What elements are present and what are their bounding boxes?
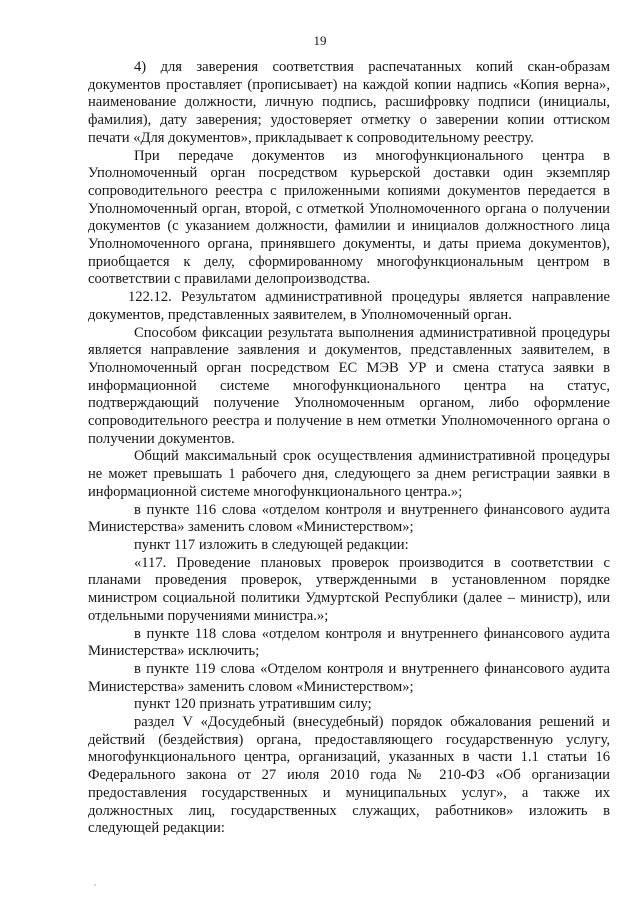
document-body: [88, 59, 610, 838]
page-number: 19: [313, 33, 327, 48]
paragraph-max-term: Общий максимальный срок осуществления административной процедуры не может превышать 1 рабочего дня, следующего за днем регистрации заявки в информационной системе многофункционального центра.»;: [88, 448, 610, 500]
paragraph-point-117-intro: пункт 117 изложить в следующей редакции:: [134, 536, 409, 553]
paragraph-122-12-result: 122.12. Результатом административной процедуры является направление документов, представленных заявителем, в Уполномоченный орган.: [88, 289, 610, 323]
paragraph-point-116: в пункте 116 слова «отделом контроля и внутреннего финансового аудита Министерства» заменить словом «Министерством»;: [88, 501, 610, 536]
paragraph-fixation-method: Способом фиксации результата выполнения административной процедуры является направление заявления и документов, представленных заявителем, в Уполномоченный орган посредством ЕС МЭВ УР и смена статуса заявки в информационной системе многофункционального центра на статус, подтверждающий получение Уполномоченным органом, либо оформление сопроводительного реестра и получение в нем отметки Уполномоченного органа о получении документов.: [88, 324, 610, 447]
paragraph-item-4-certification: 4) для заверения соответствия распечатанных копий скан-образам документов проставляет (прописывает) на каждой копии надпись «Копия верна», наименование должности, личную подпись, расшифровку подписи (инициалы, фамилия), дату заверения; удостоверяет отметку о заверении копии оттиском печати «Для документов», прикладывает к сопроводительному реестру.: [88, 59, 610, 146]
scan-artifact: [94, 884, 96, 886]
paragraph-point-120: пункт 120 признать утратившим силу;: [134, 696, 372, 713]
paragraph-section-v: раздел V «Досудебный (внесудебный) порядок обжалования решений и действий (бездействия) органа, предоставляющего государственную услугу, многофункционального центра, организаций, указанных в части 1.1 статьи 16 Федерального закона от 27 июля 2010 года № 210-ФЗ «Об организации предоставления государственных и муниципальных услуг», а также их должностных лиц, государственных служащих, работников» изложить в следующей редакции:: [88, 714, 610, 837]
paragraph-point-117-text: «117. Проведение плановых проверок производится в соответствии с планами проведения проверок, утвержденными в установленном порядке министром социальной политики Удмуртской Республики (далее – министр), или отдельными поручениями министра.»;: [88, 554, 610, 624]
paragraph-point-118: в пункте 118 слова «отделом контроля и внутреннего финансового аудита Министерства» исключить;: [88, 625, 610, 660]
paragraph-point-119: в пункте 119 слова «Отделом контроля и внутреннего финансового аудита Министерства» заменить словом «Министерством»;: [88, 660, 610, 695]
paragraph-courier-transfer: При передаче документов из многофункционального центра в Уполномоченный орган посредством курьерской доставки один экземпляр сопроводительного реестра с приложенными копиями документов передается в Уполномоченный орган, второй, с отметкой Уполномоченного органа о получении документов (с указанием должности, фамилии и инициалов должностного лица Уполномоченного органа, принявшего документы, и даты приема документов), приобщается к делу, сформированному многофункциональным центром в соответствии с правилами делопроизводства.: [88, 147, 610, 288]
